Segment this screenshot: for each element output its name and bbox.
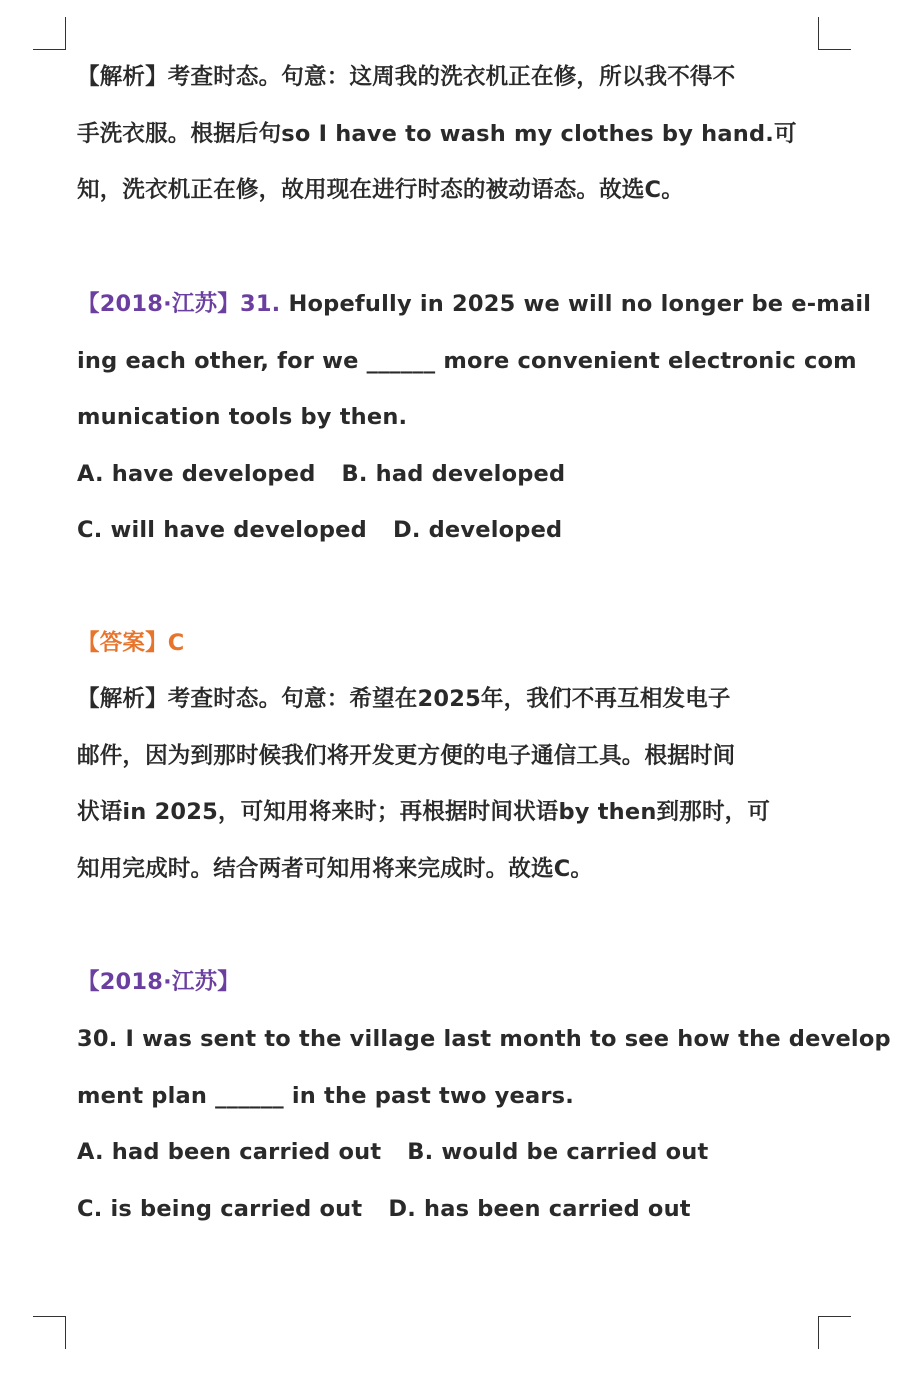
analysis-line: 【解析】考查时态。句意：这周我的洗衣机正在修，所以我不得不 — [77, 64, 736, 90]
analysis-line: 手洗衣服。根据后句so I have to wash my clothes by hand.可 — [77, 121, 797, 147]
question-stem-line: ment plan ______ in the past two years. — [77, 1083, 574, 1109]
question-31-first-line — [77, 289, 871, 319]
crop-mark-bottom-left — [33, 1316, 66, 1349]
options-row — [77, 1137, 708, 1167]
options-row — [77, 459, 565, 489]
option-d: D. has been carried out — [388, 1196, 691, 1222]
analysis-line: 邮件，因为到那时候我们将开发更方便的电子通信工具。根据时间 — [77, 743, 736, 769]
question-source-tag: 【2018·江苏】 — [77, 969, 240, 995]
question-source-tag: 【2018·江苏】31. — [77, 291, 281, 317]
analysis-line: 知用完成时。结合两者可知用将来完成时。故选C。 — [77, 856, 594, 882]
crop-mark-top-right — [818, 17, 851, 50]
option-c: C. is being carried out — [77, 1196, 363, 1222]
option-a: A. have developed — [77, 461, 316, 487]
question-stem-line: ing each other, for we ______ more convenient electronic com — [77, 348, 857, 374]
question-stem-line: 30. I was sent to the village last month to see how the develop — [77, 1026, 891, 1052]
question-stem-line: munication tools by then. — [77, 404, 408, 430]
analysis-line: 知，洗衣机正在修，故用现在进行时态的被动语态。故选C。 — [77, 177, 684, 203]
options-row — [77, 515, 562, 545]
analysis-line: 【解析】考查时态。句意：希望在2025年，我们不再互相发电子 — [77, 686, 731, 712]
options-row — [77, 1194, 691, 1224]
option-c: C. will have developed — [77, 517, 367, 543]
option-b: B. would be carried out — [407, 1139, 709, 1165]
option-d: D. developed — [392, 517, 563, 543]
option-b: B. had developed — [341, 461, 566, 487]
analysis-line: 状语in 2025，可知用将来时；再根据时间状语by then到那时，可 — [77, 799, 771, 825]
crop-mark-bottom-right — [818, 1316, 851, 1349]
crop-mark-top-left — [33, 17, 66, 50]
option-a: A. had been carried out — [77, 1139, 382, 1165]
question-stem: Hopefully in 2025 we will no longer be e-mail — [280, 291, 872, 317]
answer-label: 【答案】C — [77, 630, 185, 656]
